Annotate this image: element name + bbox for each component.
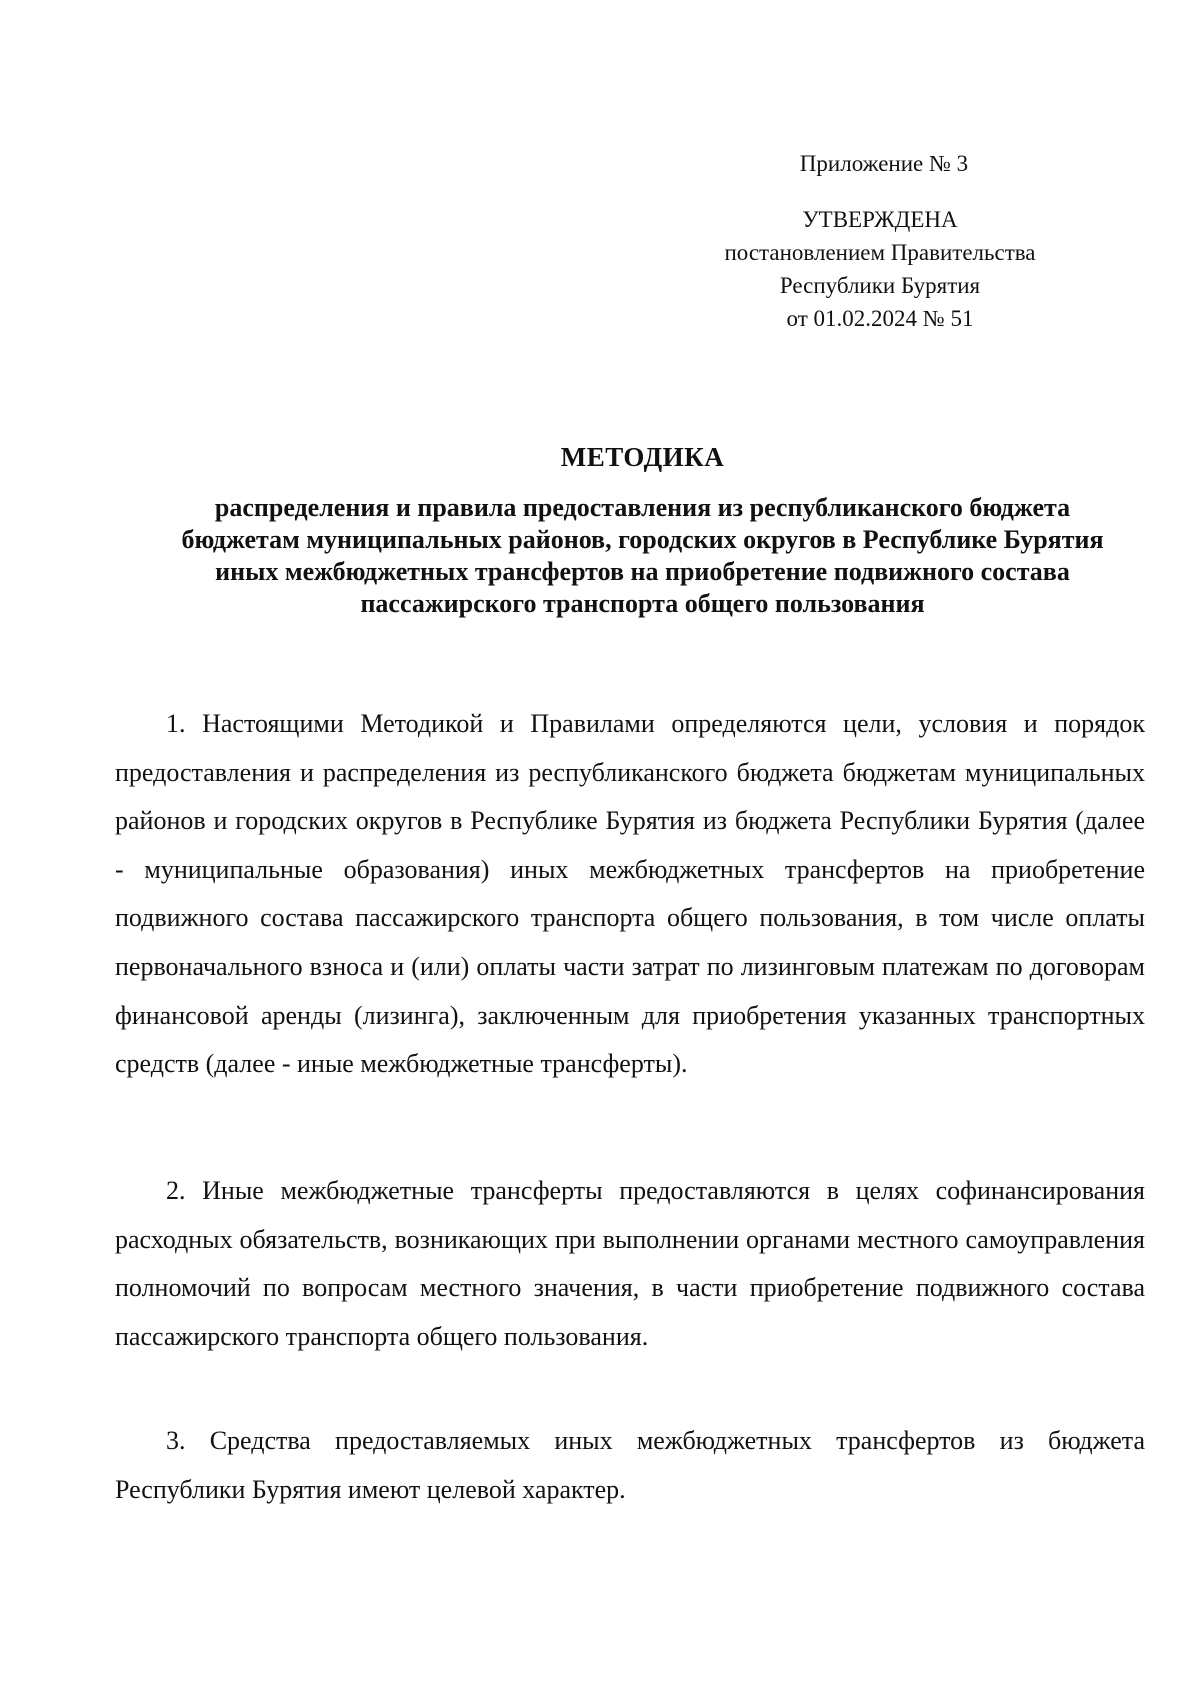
subtitle-line: пассажирского транспорта общего пользования [360,589,925,618]
paragraph-3: 3. Средства предоставляемых иных межбюджетных трансфертов из бюджета Республики Бурятия имеют целевой характер. [115,1426,1145,1504]
approval-block [640,203,1120,335]
approval-line: постановлением Правительства [724,240,1036,265]
document-title: МЕТОДИКА [560,442,725,472]
subtitle-line: распределения и правила предоставления из республиканского бюджета [214,493,1071,522]
document-subtitle [115,492,1170,620]
paragraph-1: 1. Настоящими Методикой и Правилами определяются цели, условия и порядок предоставления и распределения из республиканского бюджета бюджетам муниципальных районов и городских округов в Республике Бурятия из бюджета Республики Бурятия (далее - муниципальные образования) иных межбюджетных трансфертов на приобретение подвижного состава пассажирского транспорта общего пользования, в том числе оплаты первоначального взноса и (или) оплаты части затрат по лизинговым платежам по договорам финансовой аренды (лизинга), заключенным для приобретения указанных транспортных средств (далее - иные межбюджетные трансферты). [115,709,1145,1079]
subtitle-line: бюджетам муниципальных районов, городских округов в Республике Бурятия [181,525,1104,554]
paragraph-2: 2. Иные межбюджетные трансферты предоставляются в целях софинансирования расходных обязательств, возникающих при выполнении органами местного самоуправления полномочий по вопросам местного значения, в части приобретение подвижного состава пассажирского транспорта общего пользования. [115,1176,1145,1351]
approval-line: УТВЕРЖДЕНА [802,207,958,232]
appendix-number: Приложение № 3 [799,151,969,176]
approval-line: Республики Бурятия [779,273,981,298]
approval-date-line: от 01.02.2024 № 51 [786,306,974,331]
subtitle-line: иных межбюджетных трансфертов на приобретение подвижного состава [215,557,1070,586]
